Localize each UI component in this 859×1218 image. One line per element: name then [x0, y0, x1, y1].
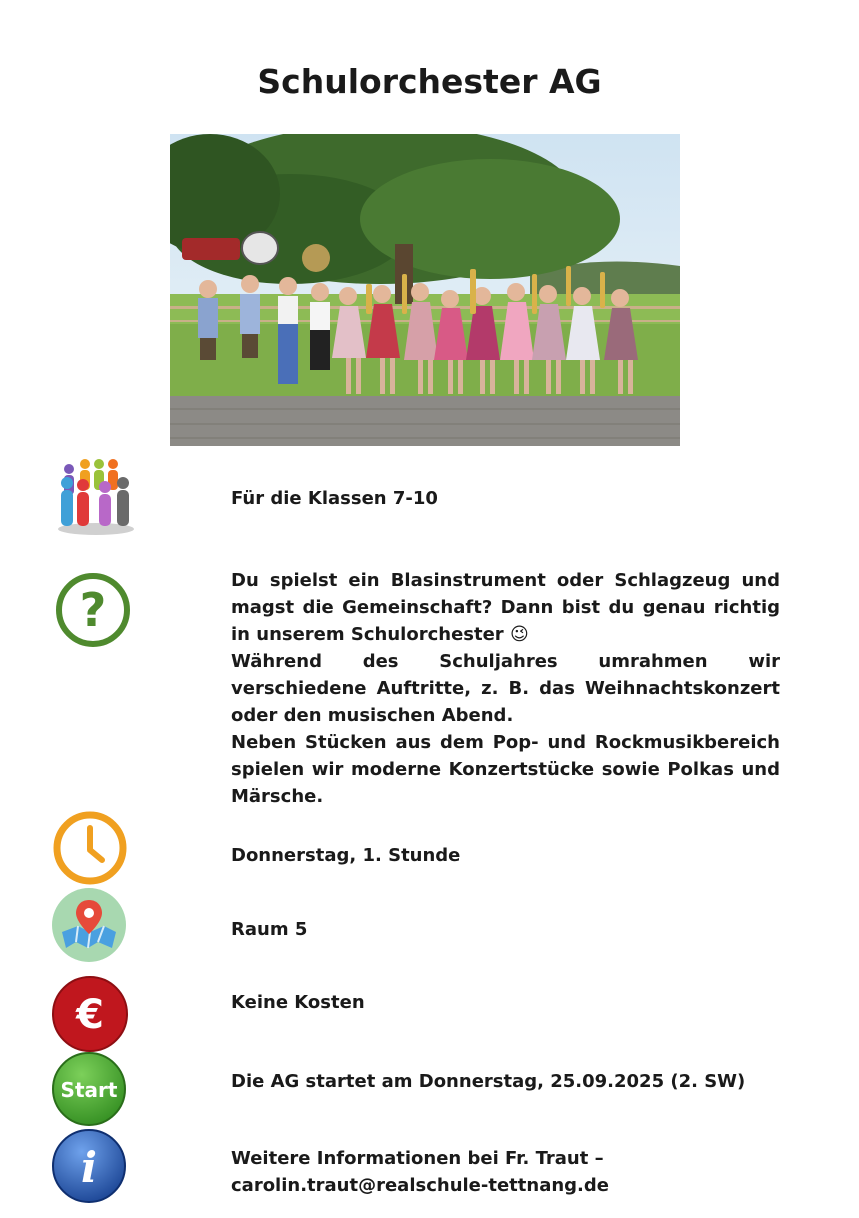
info-icon [51, 1128, 127, 1208]
euro-icon [51, 975, 129, 1057]
about-paragraph-2: Während des Schuljahres umrahmen wir verschiedene Auftritte, z. B. das Weihnachtskonzert oder den musischen Abend. [231, 651, 780, 726]
info-text-block [231, 1145, 780, 1199]
start-text: Die AG startet am Donnerstag, 25.09.2025 (2. SW) [231, 1071, 746, 1092]
map-pin-icon [50, 886, 128, 968]
classes-text: Für die Klassen 7-10 [231, 488, 438, 509]
people-group-icon [55, 455, 137, 541]
about-paragraph-3: Neben Stücken aus dem Pop- und Rockmusikbereich spielen wir moderne Konzertstücke sowie Polkas und Märsche. [231, 732, 780, 807]
page-title: Schulorchester AG [257, 62, 602, 101]
location-text: Raum 5 [231, 919, 308, 940]
svg-text:Start: Start [60, 1078, 118, 1102]
about-paragraph-1: Du spielst ein Blasinstrument oder Schlagzeug und magst die Gemeinschaft? Dann bist du genau richtig in unserem Schulorchester 😉 [231, 570, 780, 645]
svg-text:i: i [81, 1143, 97, 1192]
info-line-1: Weitere Informationen bei Fr. Traut – [231, 1148, 604, 1169]
time-text: Donnerstag, 1. Stunde [231, 845, 461, 866]
svg-text:€: € [76, 992, 104, 1038]
group-photo-image [170, 134, 680, 446]
contact-email[interactable]: carolin.traut@realschule-tettnang.de [231, 1175, 609, 1196]
about-text-block [231, 567, 780, 810]
question-mark-icon [54, 571, 132, 653]
svg-text:?: ? [79, 583, 107, 637]
clock-icon [52, 810, 128, 890]
cost-text: Keine Kosten [231, 992, 365, 1013]
start-button-icon [51, 1051, 127, 1131]
